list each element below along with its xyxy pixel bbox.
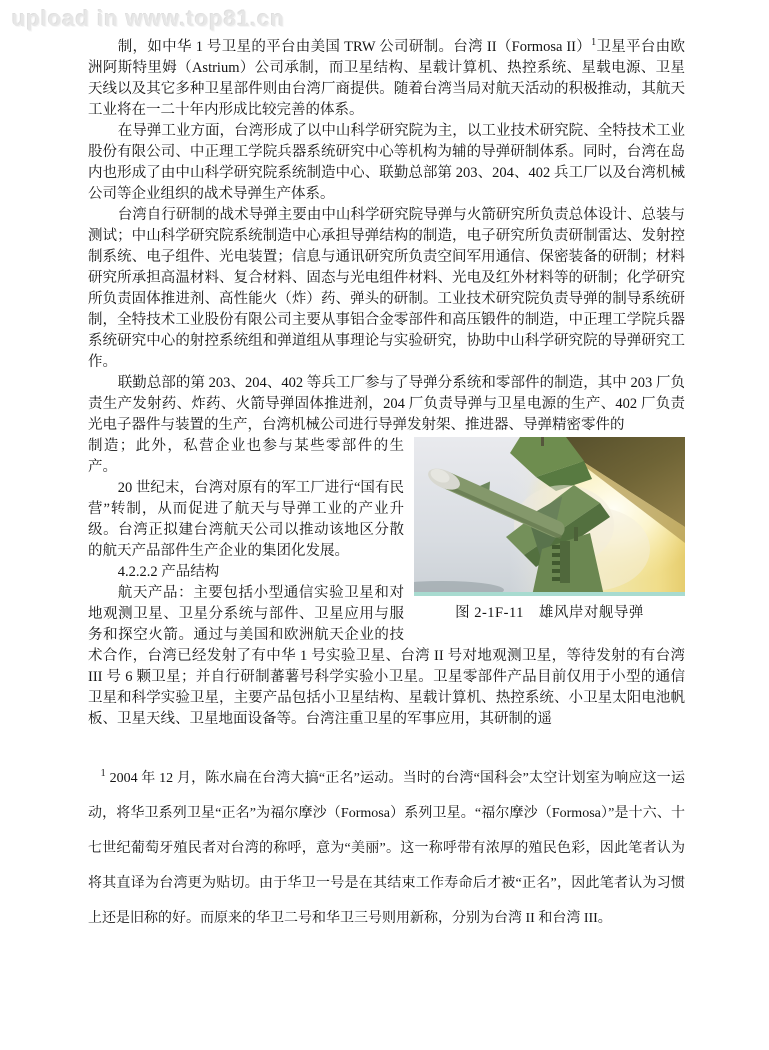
figure bbox=[414, 437, 685, 623]
paragraph-text: 制，如中华 1 号卫星的平台由美国 TRW 公司研制。台湾 II（Formosa II） bbox=[117, 39, 592, 55]
paragraph-arsenals: 联勤总部的第 203、204、402 等兵工厂参与了导弹分系统和零部件的制造，其中 203 厂负责生产发射药、炸药、火箭导弹固体推进剂，204 厂负责导弹与卫星电源的生产、402 厂负责光电子器件与装置的生产，台湾机械公司进行导弹发射架、推进器、导弹精密零件的 bbox=[88, 375, 685, 433]
paragraph-privatization: 20 世纪末，台湾对原有的军工厂进行“国有民营”转制，从而促进了航天与导弹工业的产业升级。台湾正拟建台湾航天公司以推动该地区分散的航天产品部件生产企业的集团化发展。 bbox=[88, 480, 404, 559]
footnote-ref: 1 bbox=[591, 37, 597, 49]
paragraph-product-structure: 航天产品：主要包括小型通信实验卫星和对地观测卫星、卫星分系统与部件、卫星应用与服务和探空火箭。通过与美国和欧洲航天企业的技术合作，台湾已经发射了有中华 1 号实验卫星、台湾 II 号对地观测卫星，等待发射的有台湾 III 号 6 颗卫星；并自行研制蕃薯号科学实验小卫星。卫星零部件产品目前仅用于小型的通信卫星和科学实验卫星，主要产品包括小卫星结构、星载计算机、热控系统、小卫星太阳电池帆板、卫星天线、卫星地面设备等。台湾注重卫星的军事应用，其研制的遥 bbox=[88, 585, 685, 727]
watermark: upload in www.top81.cn bbox=[12, 6, 285, 31]
paragraph-missile-industry: 在导弹工业方面，台湾形成了以中山科学研究院为主，以工业技术研究院、全特技术工业股份有限公司、中正理工学院兵器系统研究中心等机构为辅的导弹研制体系。同时，台湾在岛内也形成了由中山科学研究院系统制造中心、联勤总部第 203、204、402 兵工厂以及台湾机械公司等企业组织的战术导弹生产体系。 bbox=[88, 123, 685, 202]
figure-wrap-section bbox=[88, 436, 685, 730]
paragraph-arsenals-continued: 制造；此外，私营企业也参与某些零部件的生产。 bbox=[88, 438, 404, 475]
footnote bbox=[88, 761, 685, 936]
page-content bbox=[88, 37, 685, 936]
footnote-marker: 1 bbox=[100, 768, 106, 780]
footnote-text: 2004 年 12 月，陈水扁在台湾大搞“正名”运动。当时的台湾“国科会”太空计划室为响应这一运动，将华卫系列卫星“正名”为福尔摩沙（Formosa）系列卫星。“福尔摩沙（Formosa）”是十六、十七世纪葡萄牙殖民者对台湾的称呼，意为“美丽”。这一称呼带有浓厚的殖民色彩，因此笔者认为将其直译为台湾更为贴切。由于华卫一号是在其结束工作寿命后才被“正名”，因此笔者认为习惯上还是旧称的好。而原来的华卫二号和华卫三号则用新称，分别为台湾 II 和台湾 III。 bbox=[88, 771, 685, 926]
paragraph-text: 卫星平台由欧洲阿斯特里姆（Astrium）公司承制，而卫星结构、星载计算机、热控系统、星载电源、卫星天线以及其它多种卫星部件则由台湾厂商提供。随着台湾当局对航天活动的积极推动，其航天工业将在一二十年内形成比较完善的体系。 bbox=[88, 39, 685, 118]
paragraph-tactical-missile-rnd: 台湾自行研制的战术导弹主要由中山科学研究院导弹与火箭研究所负责总体设计、总装与测试；中山科学研究院系统制造中心承担导弹结构的制造，电子研究所负责研制雷达、发射控制系统、电子组件、光电装置；信息与通讯研究所负责空间军用通信、保密装备的研制；材料研究所承担高温材料、复合材料、固态与光电组件材料、光电及红外材料等的研制；化学研究所负责固体推进剂、高性能火（炸）药、弹头的研制。工业技术研究院负责导弹的制导系统研制，全特技术工业股份有限公司主要从事铝合金零部件和高压锻件的制造，中正理工学院兵器系统研究中心的射控系统组和弹道组从事理论与实验研究，协助中山科学研究院的导弹研究工作。 bbox=[88, 207, 685, 370]
section-heading: 4.2.2.2 产品结构 bbox=[117, 564, 220, 580]
missile-launch-photo bbox=[414, 437, 685, 596]
paragraph-satellite-platform bbox=[88, 37, 685, 121]
figure-caption: 图 2-1F-11 雄风岸对舰导弹 bbox=[455, 605, 644, 621]
